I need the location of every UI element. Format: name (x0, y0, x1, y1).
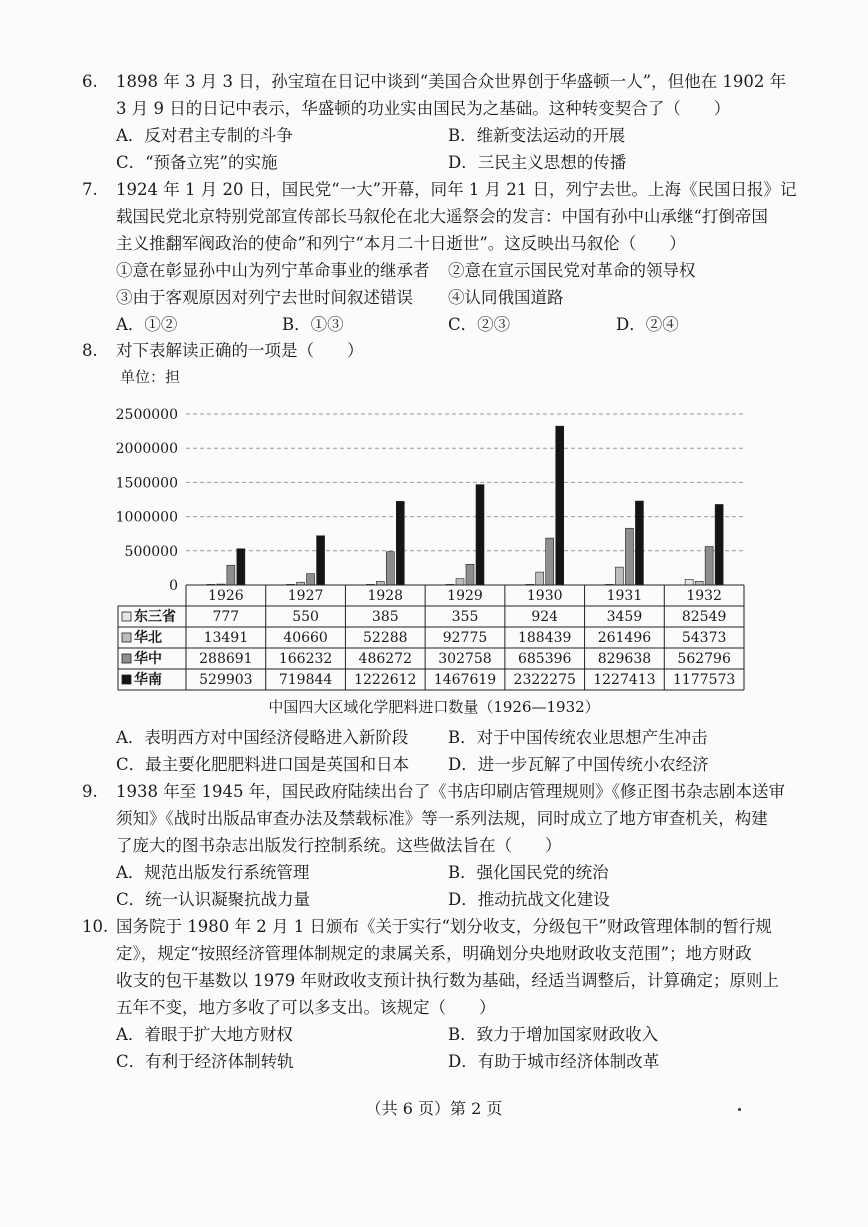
option-d[interactable]: D．②④ (616, 315, 679, 334)
option-b[interactable]: B．致力于增加国家财政收入 (448, 1025, 659, 1044)
bar (376, 581, 384, 585)
legend-label: 东三省 (134, 609, 176, 625)
bar (715, 504, 723, 585)
bar (396, 501, 404, 585)
chart-caption: 中国四大区域化学肥料进口数量（1926—1932） (268, 698, 600, 716)
data-cell: 1222612 (354, 672, 417, 688)
question-6 (82, 68, 802, 176)
x-tick-label: 1926 (208, 588, 244, 604)
option-b[interactable]: B．维新变法运动的开展 (448, 126, 626, 145)
options-row (82, 1021, 802, 1048)
data-cell: 685396 (517, 651, 572, 667)
data-cell: 52288 (363, 630, 408, 646)
data-cell: 924 (531, 609, 559, 625)
option-d[interactable]: D．有助于城市经济体制改革 (448, 1052, 660, 1071)
option-a[interactable]: A．①② (116, 315, 178, 334)
data-cell: 562796 (677, 651, 731, 667)
question-text-line: 1938 年至 1945 年，国民政府陆续出台了《书店印刷店管理规则》《修正图书杂志剧本送审 (116, 782, 785, 801)
statement-1: ①意在彰显孙中山为列宁革命事业的继承者 (116, 261, 430, 280)
statement-3: ③由于客观原因对列宁去世时间叙述错误 (116, 288, 413, 307)
question-number: 7. (82, 180, 98, 199)
question-number: 10. (82, 917, 109, 936)
option-c[interactable]: C．有利于经济体制转轨 (116, 1052, 294, 1071)
legend-swatch (122, 612, 131, 621)
data-cell: 302758 (438, 651, 492, 667)
bar (536, 572, 544, 585)
legend-swatch (122, 675, 131, 684)
question-text-line: 了庞大的图书杂志出版发行控制系统。这些做法旨在（ ） (116, 836, 562, 855)
bar (685, 579, 693, 585)
option-d[interactable]: D．进一步瓦解了中国传统小农经济 (448, 755, 709, 774)
question-text-line: 收支的包干基数以 1979 年财政收支预计执行数为基础，经适当调整后，计算确定；原则上 (116, 971, 779, 990)
option-a[interactable]: A．表明西方对中国经济侵略进入新阶段 (116, 728, 409, 747)
data-cell: 719844 (278, 672, 333, 688)
chart-unit: 单位：担 (120, 368, 181, 386)
bar (705, 547, 713, 585)
bar (227, 565, 235, 585)
legend-label: 华中 (134, 651, 162, 667)
bar (615, 567, 623, 585)
data-cell: 550 (292, 609, 319, 625)
data-cell: 92775 (442, 630, 488, 646)
question-text-line: 对下表解读正确的一项是（ ） (116, 341, 364, 360)
data-cell: 777 (212, 609, 240, 625)
data-cell: 1467619 (433, 672, 497, 688)
option-c[interactable]: C．统一认识凝聚抗战力量 (116, 890, 311, 909)
data-cell: 385 (371, 609, 399, 625)
data-cell: 13491 (203, 630, 249, 646)
data-cell: 288691 (199, 651, 253, 667)
question-9 (82, 778, 802, 913)
x-tick-label: 1927 (287, 588, 324, 604)
y-tick-label: 500000 (124, 543, 178, 560)
y-tick-label: 1000000 (115, 509, 178, 526)
statement-2: ②意在宣示国民党对革命的领导权 (448, 261, 696, 280)
data-cell: 355 (451, 609, 479, 625)
data-cell: 188439 (517, 630, 572, 646)
fertilizer-import-chart (100, 396, 760, 692)
bar (317, 536, 325, 585)
question-8-options (82, 724, 802, 778)
options-row (82, 311, 802, 338)
question-text-line: 主义推翻军阀政治的使命”和列宁“本月二十日逝世”。这反映出马叙伦（ ） (116, 234, 686, 253)
legend-label: 华南 (134, 672, 162, 688)
question-text-line: 国务院于 1980 年 2 月 1 日颁布《关于实行“划分收支，分级包干”财政管理体制的暂行规 (116, 917, 772, 936)
bar (307, 574, 315, 585)
option-a[interactable]: A．规范出版发行系统管理 (116, 863, 310, 882)
y-tick-label: 1500000 (115, 475, 178, 492)
y-tick-label: 2500000 (115, 407, 178, 423)
bar (456, 579, 464, 585)
option-b[interactable]: B．①③ (282, 315, 344, 334)
data-cell: 1177573 (672, 672, 736, 688)
page-footer: （共 6 页）第 2 页 (365, 1099, 503, 1118)
option-c[interactable]: C．②③ (448, 315, 511, 334)
bar (695, 581, 703, 585)
option-c[interactable]: C．“预备立宪”的实施 (116, 153, 278, 172)
statement-4: ④认同俄国道路 (448, 288, 564, 307)
question-number: 8. (82, 341, 98, 360)
question-text-line: 载国民党北京特别党部宣传部长马叙伦在北大遥祭会的发言：中国有孙中山承继“打倒帝国 (116, 207, 768, 226)
bar (625, 528, 633, 585)
y-tick-label: 2000000 (115, 441, 178, 458)
legend-label: 华北 (134, 630, 162, 646)
question-number: 9. (82, 782, 98, 801)
data-cell: 40660 (283, 630, 328, 646)
data-cell: 2322275 (513, 672, 576, 688)
legend-swatch (122, 654, 131, 663)
option-b[interactable]: B．强化国民党的统治 (448, 863, 609, 882)
question-number: 6. (82, 72, 98, 91)
question-8 (82, 337, 802, 364)
x-tick-label: 1932 (686, 588, 722, 604)
option-c[interactable]: C．最主要化肥肥料进口国是英国和日本 (116, 755, 410, 774)
statements-row (82, 284, 802, 311)
x-tick-label: 1931 (606, 588, 643, 604)
options-row (82, 886, 802, 913)
options-row (82, 724, 802, 751)
question-text-line: 五年不变，地方多收了可以多支出。该规定（ ） (116, 998, 496, 1017)
data-cell: 261496 (597, 630, 652, 646)
bar (546, 538, 554, 585)
data-cell: 166232 (278, 651, 333, 667)
question-text-line: 须知》《战时出版品审查办法及禁载标准》等一系列法规，同时成立了地方审查机关，构建 (116, 809, 768, 828)
option-d[interactable]: D．推动抗战文化建设 (448, 890, 610, 909)
bar (386, 552, 394, 585)
option-b[interactable]: B．对于中国传统农业思想产生冲击 (448, 728, 708, 747)
bar (466, 564, 474, 585)
scan-speck (738, 1108, 741, 1111)
question-10 (82, 913, 802, 1075)
data-cell: 1227413 (593, 672, 656, 688)
data-cell: 529903 (199, 672, 253, 688)
x-tick-label: 1930 (526, 588, 563, 604)
statements-row (82, 257, 802, 284)
options-row (82, 149, 802, 176)
option-d[interactable]: D．三民主义思想的传播 (448, 153, 627, 172)
options-row (82, 859, 802, 886)
data-cell: 82549 (681, 609, 727, 625)
option-a[interactable]: A．着眼于扩大地方财权 (116, 1025, 293, 1044)
x-tick-label: 1928 (367, 588, 404, 604)
question-text-line: 3 月 9 日的日记中表示，华盛顿的功业实由国民为之基础。这种转变契合了（ ） (116, 99, 731, 118)
data-cell: 3459 (606, 609, 643, 625)
x-tick-label: 1929 (447, 588, 483, 604)
options-row (82, 751, 802, 778)
options-row (82, 122, 802, 149)
bar (556, 426, 564, 585)
question-text-line: 1924 年 1 月 20 日，国民党“一大”开幕，同年 1 月 21 日，列宁去世。上海《民国日报》记 (116, 180, 797, 199)
legend-swatch (122, 633, 131, 642)
bar (237, 549, 245, 585)
question-7 (82, 176, 802, 338)
options-row (82, 1048, 802, 1075)
question-text-line: 定》，规定“按照经济管理体制规定的隶属关系，明确划分央地财政收支范围”；地方财政 (116, 944, 752, 963)
data-cell: 54373 (681, 630, 727, 646)
option-a[interactable]: A．反对君主专制的斗争 (116, 126, 293, 145)
bar (635, 501, 643, 585)
bar (476, 485, 484, 585)
data-cell: 486272 (358, 651, 413, 667)
question-text-line: 1898 年 3 月 3 日，孙宝瑄在日记中谈到“美国合众世界创于华盛顿一人”，但他在 1902 年 (116, 72, 787, 91)
y-tick-label: 0 (169, 578, 178, 594)
data-cell: 829638 (597, 651, 652, 667)
